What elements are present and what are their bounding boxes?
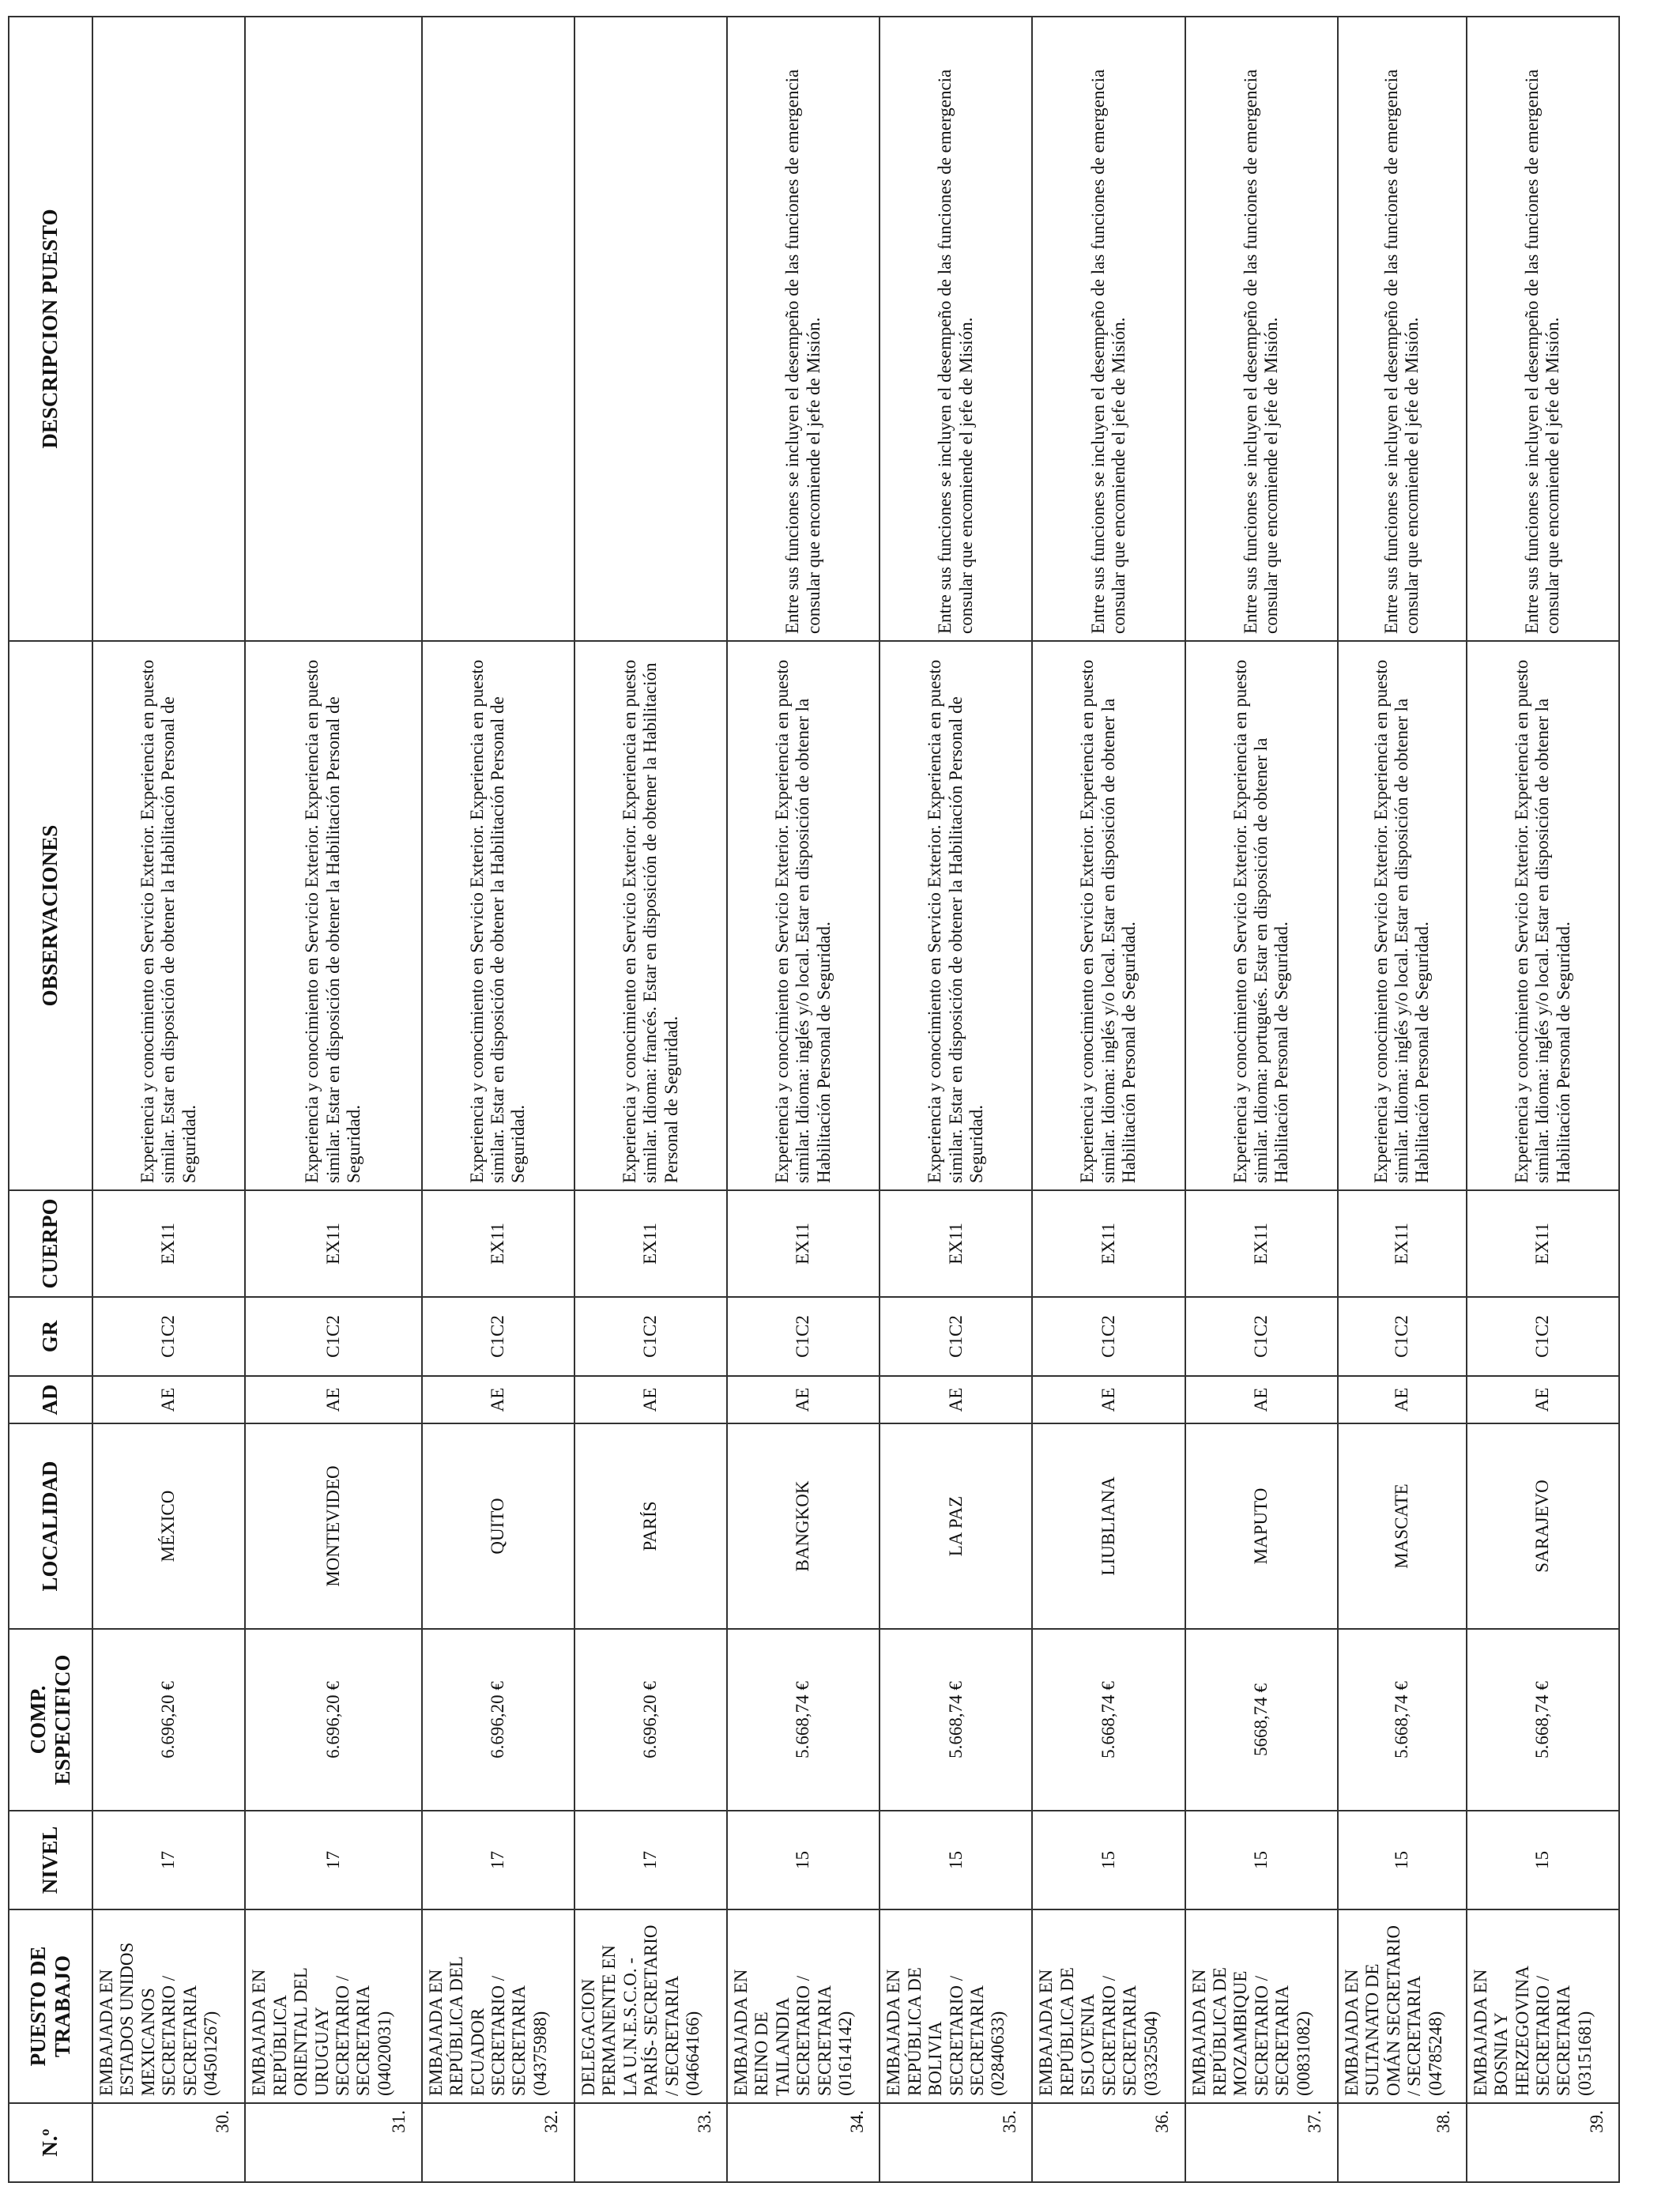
cell-cuerpo: EX11 — [1185, 1190, 1338, 1297]
cell-gr: C1C2 — [880, 1297, 1032, 1376]
header-descripcion: DESCRIPCION PUESTO — [9, 17, 92, 641]
cell-num: 35. — [880, 2103, 1032, 2182]
table-row — [245, 17, 421, 2182]
cell-cuerpo: EX11 — [92, 1190, 245, 1297]
cell-observaciones: Experiencia y conocimiento en Servicio Exterior. Experiencia en puesto similar. Estar en disposición de obtener la Habilitación Personal de Seguridad. — [422, 641, 574, 1190]
cell-puesto: EMBAJADA EN ESTADOS UNIDOS MEXICANOS SECRETARIO / SECRETARIA (04501267) — [92, 1909, 245, 2103]
cell-localidad: BANGKOK — [727, 1423, 880, 1629]
cell-gr: C1C2 — [574, 1297, 727, 1376]
header-num: N.º — [9, 2103, 92, 2182]
cell-descripcion: Entre sus funciones se incluyen el desempeño de las funciones de emergencia consular que encomiende el jefe de Misión. — [1467, 17, 1619, 641]
cell-comp: 5.668,74 € — [1338, 1629, 1467, 1811]
cell-nivel: 17 — [245, 1811, 421, 1909]
cell-localidad: LIUBLIANA — [1032, 1423, 1185, 1629]
puestos-table — [8, 16, 1620, 2183]
cell-nivel: 17 — [574, 1811, 727, 1909]
cell-nivel: 15 — [880, 1811, 1032, 1909]
cell-ad: AE — [727, 1376, 880, 1423]
cell-cuerpo: EX11 — [245, 1190, 421, 1297]
cell-comp: 5668,74 € — [1185, 1629, 1338, 1811]
cell-puesto: EMBAJADA EN BOSNIA Y HERZEGOVINA SECRETARIO / SECRETARIA (03151681) — [1467, 1909, 1619, 2103]
cell-descripcion: Entre sus funciones se incluyen el desempeño de las funciones de emergencia consular que encomiende el jefe de Misión. — [1185, 17, 1338, 641]
cell-nivel: 15 — [1185, 1811, 1338, 1909]
cell-localidad: QUITO — [422, 1423, 574, 1629]
cell-descripcion — [422, 17, 574, 641]
cell-num: 34. — [727, 2103, 880, 2182]
cell-ad: AE — [1185, 1376, 1338, 1423]
cell-puesto: DELEGACION PERMANENTE EN LA U.N.E.S.C.O. - PARÍS- SECRETARIO / SECRETARIA (04664166) — [574, 1909, 727, 2103]
cell-num: 36. — [1032, 2103, 1185, 2182]
cell-cuerpo: EX11 — [422, 1190, 574, 1297]
cell-localidad: SARAJEVO — [1467, 1423, 1619, 1629]
cell-ad: AE — [1338, 1376, 1467, 1423]
cell-gr: C1C2 — [1338, 1297, 1467, 1376]
cell-localidad: MÉXICO — [92, 1423, 245, 1629]
header-localidad: LOCALIDAD — [9, 1423, 92, 1629]
cell-observaciones: Experiencia y conocimiento en Servicio Exterior. Experiencia en puesto similar. Idioma: inglés y/o local. Estar en disposición de obtener la Habilitación Personal de Seguridad. — [1467, 641, 1619, 1190]
table-row — [727, 17, 880, 2182]
cell-num: 33. — [574, 2103, 727, 2182]
cell-observaciones: Experiencia y conocimiento en Servicio Exterior. Experiencia en puesto similar. Idioma: inglés y/o local. Estar en disposición de obtener la Habilitación Personal de Seguridad. — [1338, 641, 1467, 1190]
header-cuerpo: CUERPO — [9, 1190, 92, 1297]
cell-num: 39. — [1467, 2103, 1619, 2182]
cell-comp: 5.668,74 € — [727, 1629, 880, 1811]
cell-ad: AE — [880, 1376, 1032, 1423]
cell-cuerpo: EX11 — [880, 1190, 1032, 1297]
cell-puesto: EMBAJADA EN REPÚBLICA DE MOZAMBIQUE SECRETARIO / SECRETARIA (00831082) — [1185, 1909, 1338, 2103]
table-row — [92, 17, 245, 2182]
header-comp: COMP. ESPECIFICO — [9, 1629, 92, 1811]
cell-nivel: 15 — [1032, 1811, 1185, 1909]
header-puesto: PUESTO DE TRABAJO — [9, 1909, 92, 2103]
cell-descripcion — [245, 17, 421, 641]
cell-nivel: 15 — [1467, 1811, 1619, 1909]
table-row — [880, 17, 1032, 2182]
cell-puesto: EMBAJADA EN REINO DE TAILANDIA SECRETARIO / SECRETARIA (01614142) — [727, 1909, 880, 2103]
cell-descripcion: Entre sus funciones se incluyen el desempeño de las funciones de emergencia consular que encomiende el jefe de Misión. — [1338, 17, 1467, 641]
table-row — [1185, 17, 1338, 2182]
cell-comp: 5.668,74 € — [1032, 1629, 1185, 1811]
cell-cuerpo: EX11 — [1032, 1190, 1185, 1297]
cell-comp: 6.696,20 € — [574, 1629, 727, 1811]
cell-num: 38. — [1338, 2103, 1467, 2182]
header-gr: GR — [9, 1297, 92, 1376]
cell-cuerpo: EX11 — [1338, 1190, 1467, 1297]
cell-comp: 6.696,20 € — [422, 1629, 574, 1811]
cell-puesto: EMBAJADA EN REPÚBLICA DEL ECUADOR SECRETARIO / SECRETARIA (04375988) — [422, 1909, 574, 2103]
cell-gr: C1C2 — [422, 1297, 574, 1376]
header-row — [9, 17, 92, 2182]
cell-gr: C1C2 — [245, 1297, 421, 1376]
cell-localidad: MONTEVIDEO — [245, 1423, 421, 1629]
cell-cuerpo: EX11 — [1467, 1190, 1619, 1297]
cell-num: 31. — [245, 2103, 421, 2182]
cell-descripcion — [574, 17, 727, 641]
cell-ad: AE — [92, 1376, 245, 1423]
cell-nivel: 15 — [1338, 1811, 1467, 1909]
cell-gr: C1C2 — [1467, 1297, 1619, 1376]
header-ad: AD — [9, 1376, 92, 1423]
cell-num: 30. — [92, 2103, 245, 2182]
cell-num: 32. — [422, 2103, 574, 2182]
cell-observaciones: Experiencia y conocimiento en Servicio Exterior. Experiencia en puesto similar. Idioma: inglés y/o local. Estar en disposición de obtener la Habilitación Personal de Seguridad. — [727, 641, 880, 1190]
cell-nivel: 17 — [92, 1811, 245, 1909]
cell-comp: 6.696,20 € — [92, 1629, 245, 1811]
cell-localidad: MASCATE — [1338, 1423, 1467, 1629]
table-row — [1338, 17, 1467, 2182]
cell-gr: C1C2 — [92, 1297, 245, 1376]
cell-gr: C1C2 — [1032, 1297, 1185, 1376]
cell-observaciones: Experiencia y conocimiento en Servicio Exterior. Experiencia en puesto similar. Estar en disposición de obtener la Habilitación Personal de Seguridad. — [92, 641, 245, 1190]
header-observaciones: OBSERVACIONES — [9, 641, 92, 1190]
table-row — [1032, 17, 1185, 2182]
cell-cuerpo: EX11 — [727, 1190, 880, 1297]
cell-comp: 5.668,74 € — [1467, 1629, 1619, 1811]
cell-comp: 6.696,20 € — [245, 1629, 421, 1811]
cell-comp: 5.668,74 € — [880, 1629, 1032, 1811]
cell-observaciones: Experiencia y conocimiento en Servicio Exterior. Experiencia en puesto similar. Estar en disposición de obtener la Habilitación Personal de Seguridad. — [245, 641, 421, 1190]
cell-localidad: MAPUTO — [1185, 1423, 1338, 1629]
cell-observaciones: Experiencia y conocimiento en Servicio Exterior. Experiencia en puesto similar. Idioma: portugués. Estar en disposición de obtener la Habilitación Personal de Seguridad. — [1185, 641, 1338, 1190]
cell-cuerpo: EX11 — [574, 1190, 727, 1297]
cell-descripcion: Entre sus funciones se incluyen el desempeño de las funciones de emergencia consular que encomiende el jefe de Misión. — [727, 17, 880, 641]
cell-puesto: EMBAJADA EN REPÚBLICA DE ESLOVENIA SECRETARIO / SECRETARIA (03325504) — [1032, 1909, 1185, 2103]
cell-ad: AE — [1467, 1376, 1619, 1423]
table-row — [574, 17, 727, 2182]
cell-nivel: 17 — [422, 1811, 574, 1909]
cell-localidad: LA PAZ — [880, 1423, 1032, 1629]
table-row — [422, 17, 574, 2182]
cell-ad: AE — [574, 1376, 727, 1423]
cell-gr: C1C2 — [1185, 1297, 1338, 1376]
cell-descripcion: Entre sus funciones se incluyen el desempeño de las funciones de emergencia consular que encomiende el jefe de Misión. — [880, 17, 1032, 641]
cell-num: 37. — [1185, 2103, 1338, 2182]
table-row — [1467, 17, 1619, 2182]
cell-ad: AE — [1032, 1376, 1185, 1423]
cell-puesto: EMBAJADA EN SULTANATO DE OMÁN SECRETARIO / SECRETARIA (04785248) — [1338, 1909, 1467, 2103]
cell-observaciones: Experiencia y conocimiento en Servicio Exterior. Experiencia en puesto similar. Idioma: inglés y/o local. Estar en disposición de obtener la Habilitación Personal de Seguridad. — [1032, 641, 1185, 1190]
cell-nivel: 15 — [727, 1811, 880, 1909]
header-nivel: NIVEL — [9, 1811, 92, 1909]
cell-puesto: EMBAJADA EN REPÚBLICA DE BOLIVIA SECRETARIO / SECRETARIA (02840633) — [880, 1909, 1032, 2103]
cell-ad: AE — [422, 1376, 574, 1423]
cell-descripcion: Entre sus funciones se incluyen el desempeño de las funciones de emergencia consular que encomiende el jefe de Misión. — [1032, 17, 1185, 641]
cell-localidad: PARÍS — [574, 1423, 727, 1629]
cell-descripcion — [92, 17, 245, 641]
cell-gr: C1C2 — [727, 1297, 880, 1376]
cell-observaciones: Experiencia y conocimiento en Servicio Exterior. Experiencia en puesto similar. Estar en disposición de obtener la Habilitación Personal de Seguridad. — [880, 641, 1032, 1190]
cell-observaciones: Experiencia y conocimiento en Servicio Exterior. Experiencia en puesto similar. Idioma: francés. Estar en disposición de obtener la Habilitación Personal de Seguridad. — [574, 641, 727, 1190]
cell-puesto: EMBAJADA EN REPÚBLICA ORIENTAL DEL URUGUAY SECRETARIO / SECRETARIA (04020031) — [245, 1909, 421, 2103]
cell-ad: AE — [245, 1376, 421, 1423]
